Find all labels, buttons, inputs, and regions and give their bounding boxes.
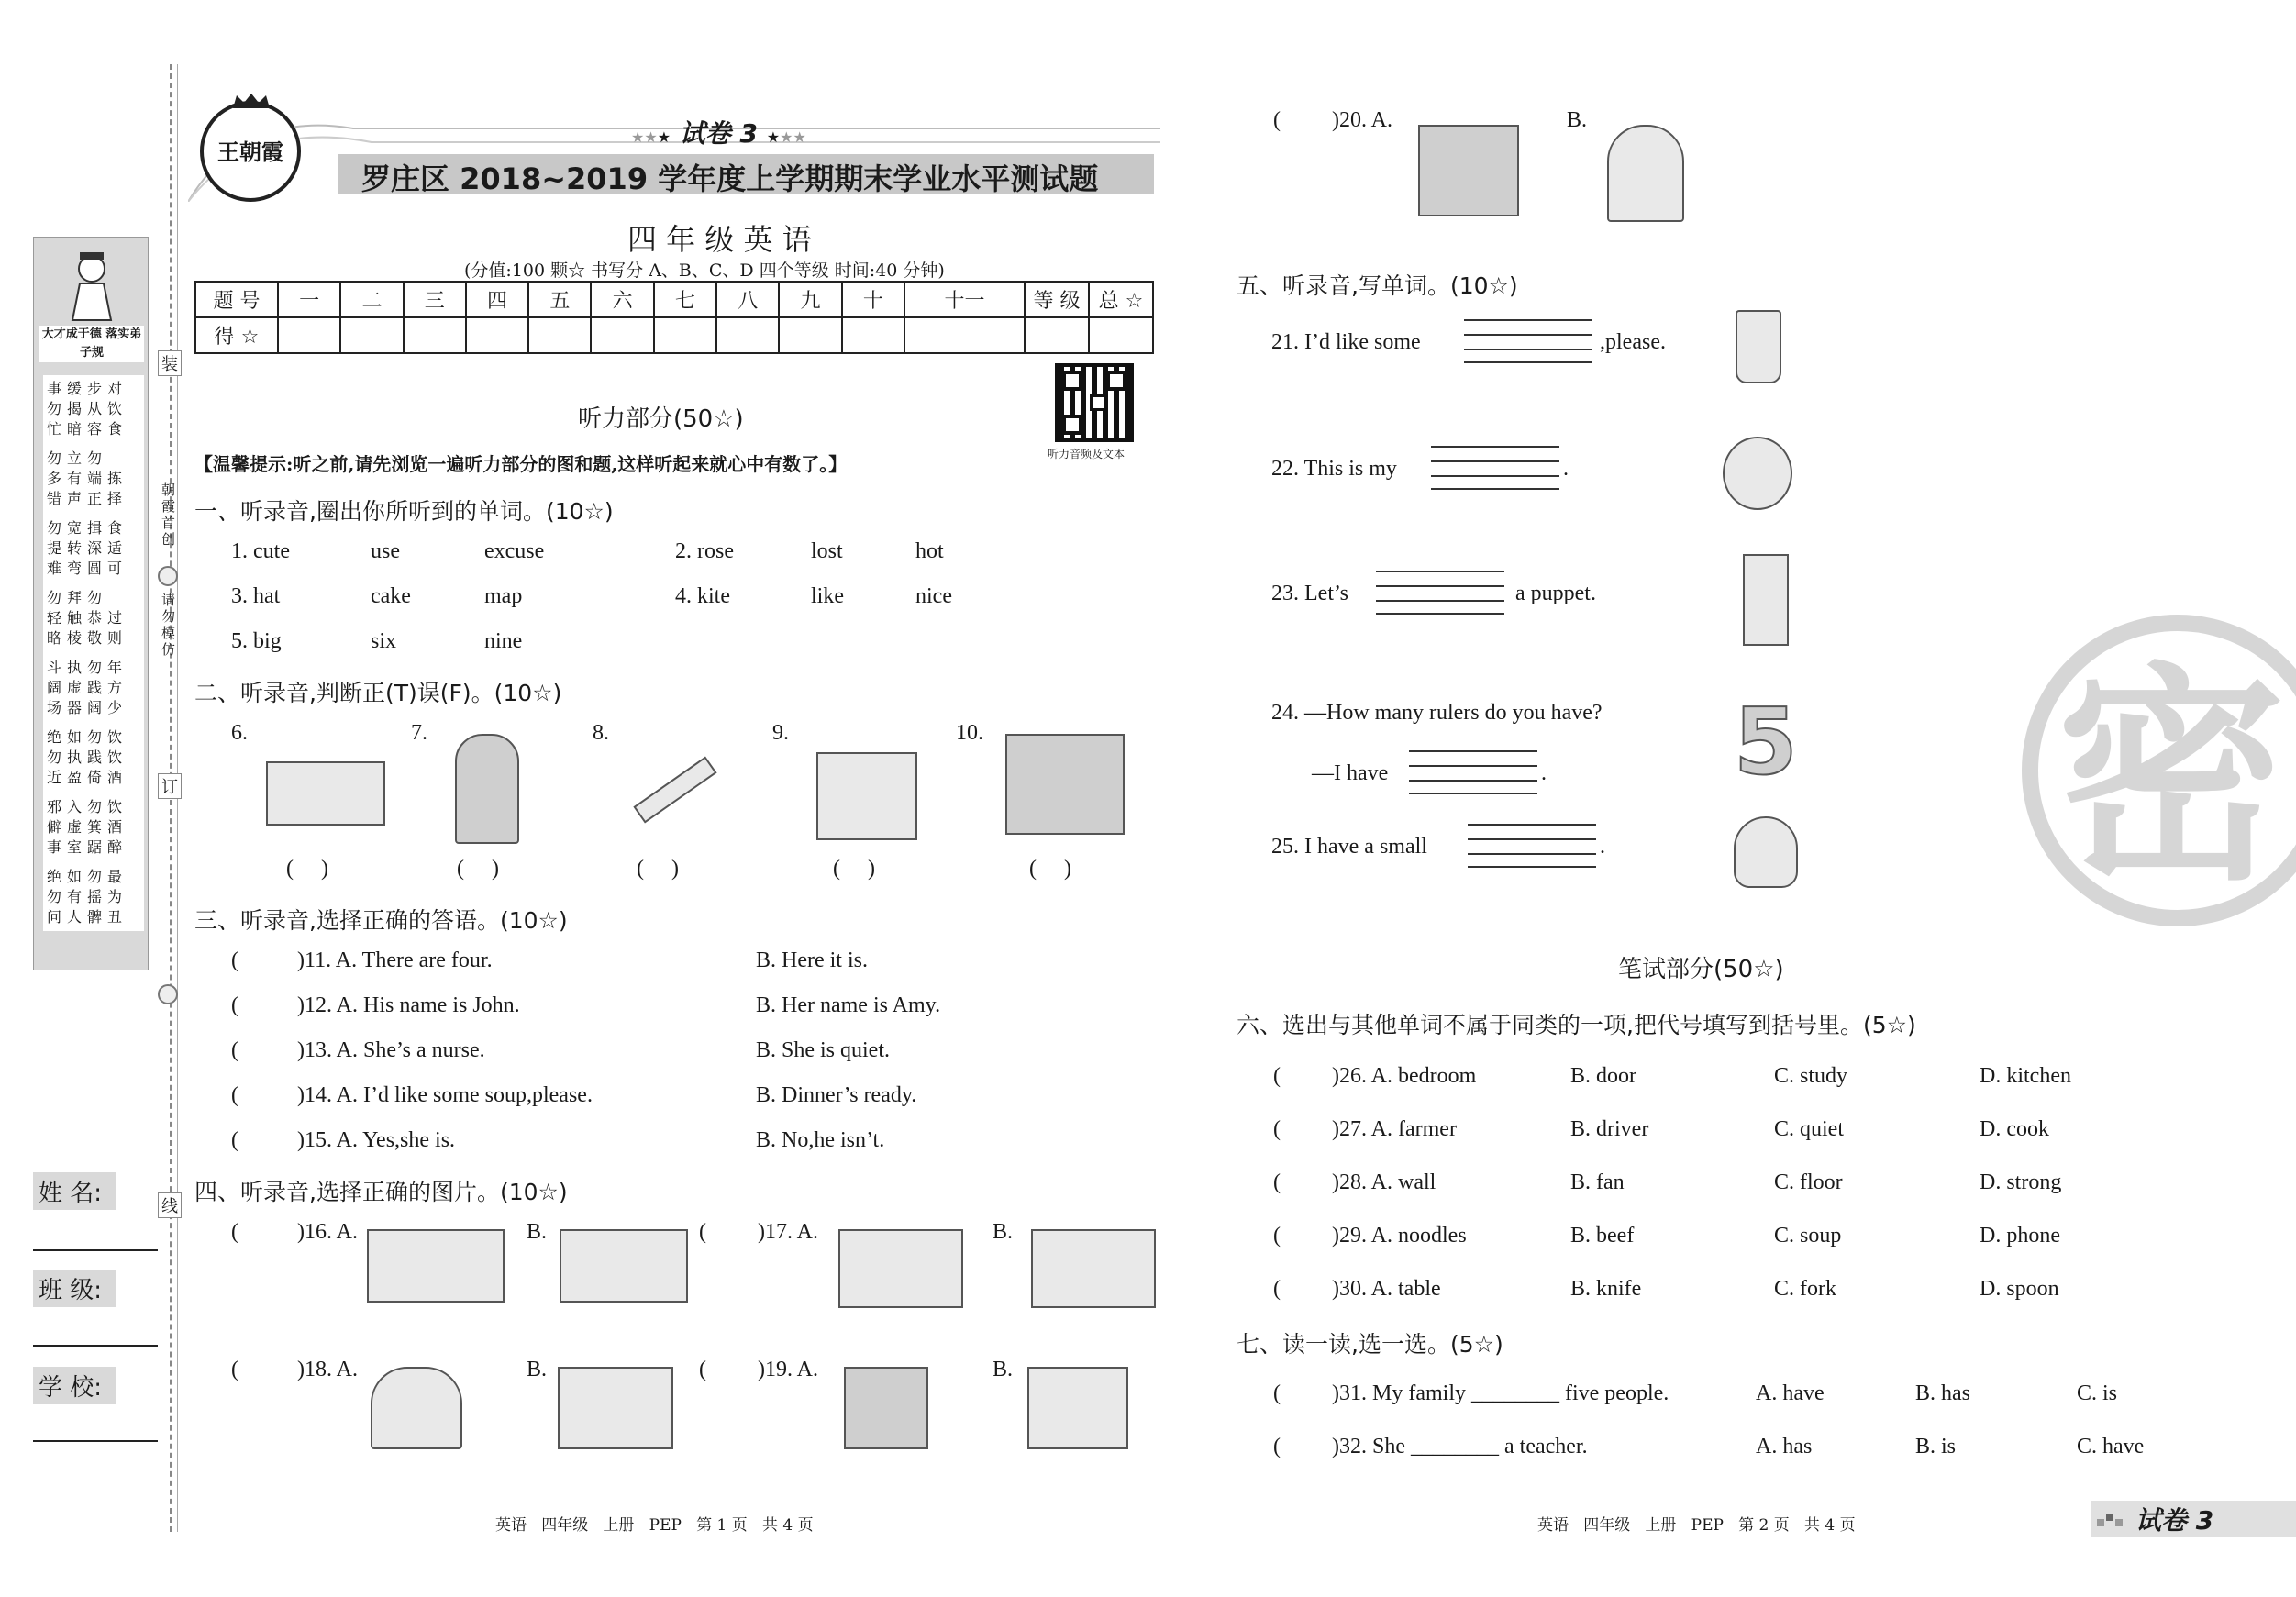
answer-lines-23[interactable] <box>1376 571 1504 615</box>
score-input-cell[interactable] <box>340 317 403 353</box>
score-cell: 一 <box>278 282 340 317</box>
poem-line: 轻触恭过 <box>47 609 128 627</box>
question-21-end: ,please. <box>1600 330 1666 354</box>
section-7-title: 七、读一读,选一选。(5☆) <box>1237 1331 1503 1358</box>
score-cell: 十 <box>842 282 904 317</box>
option-b: B. fan <box>1570 1170 1625 1194</box>
option-c: C. have <box>2077 1435 2145 1458</box>
footer-right: 英语 四年级 上册 PEP 第 2 页 共 4 页 <box>1537 1516 1856 1535</box>
option-a: )27. A. farmer <box>1332 1117 1457 1141</box>
score-cell: 七 <box>654 282 716 317</box>
poem-line: 邪入勿饮 <box>47 798 128 815</box>
word-option[interactable]: hot <box>915 539 944 563</box>
option-b: B. Her name is Amy. <box>756 993 941 1017</box>
option-a: A. have <box>1756 1381 1825 1405</box>
logo-text: 王朝霞 <box>217 139 283 165</box>
sidebar-panel <box>33 237 149 970</box>
margin-mark-ding: 订 <box>158 773 182 799</box>
margin-hole-icon <box>158 566 178 586</box>
qr-caption: 听力音频及文本 <box>1048 448 1126 460</box>
answer-paren[interactable]: ( <box>699 1220 706 1244</box>
answer-paren[interactable]: ( <box>231 993 238 1017</box>
answer-paren[interactable]: ( ) <box>286 857 328 881</box>
word-option[interactable]: cake <box>371 584 411 608</box>
option-b-label: B. <box>527 1220 548 1244</box>
score-cell: 三 <box>404 282 466 317</box>
option-a: )11. A. There are four. <box>297 948 493 972</box>
word-option[interactable]: nine <box>484 629 523 653</box>
pikachu-picture <box>1723 437 1792 510</box>
word-option[interactable]: nice <box>915 584 952 608</box>
answer-paren[interactable]: ( <box>1273 1064 1281 1088</box>
section-5-title: 五、听录音,写单词。(10☆) <box>1237 272 1518 299</box>
word-option[interactable]: six <box>371 629 397 653</box>
margin-mark-zhuang: 装 <box>158 350 182 376</box>
number-five-picture: 5 <box>1734 688 1798 795</box>
margin-mark-original: 朝霞首创 <box>161 482 176 548</box>
option-a: )13. A. She’s a nurse. <box>297 1038 485 1062</box>
poem-line: 事室踞醉 <box>47 838 128 856</box>
option-a: )30. A. table <box>1332 1277 1441 1301</box>
word-option[interactable]: 3. hat <box>231 584 281 608</box>
star-icon: ★ <box>766 128 781 146</box>
question-16: )16. A. <box>297 1220 358 1244</box>
score-cell: 等 级 <box>1025 282 1089 317</box>
boy-board-picture-a[interactable] <box>844 1367 928 1449</box>
option-b-label: B. <box>993 1220 1014 1244</box>
word-option[interactable]: excuse <box>484 539 545 563</box>
question-22-end: . <box>1563 457 1569 481</box>
option-c: C. fork <box>1774 1277 1836 1301</box>
poem-line: 多有端拣 <box>47 470 128 487</box>
footer-tag: 试卷 3 <box>2135 1505 2214 1536</box>
answer-lines-22[interactable] <box>1431 446 1559 490</box>
answer-paren[interactable]: ( <box>231 1038 238 1062</box>
classroom-picture-a[interactable] <box>838 1229 963 1308</box>
question-32: )32. She ________ a teacher. <box>1332 1435 1588 1458</box>
poem-line: 勿揭从饮 <box>47 400 128 417</box>
score-input-cell[interactable] <box>716 317 779 353</box>
answer-paren[interactable]: ( ) <box>457 857 499 881</box>
option-a: )14. A. I’d like some soup,please. <box>297 1083 593 1107</box>
exam-info: (分值:100 颗☆ 书写分 A、B、C、D 四个等级 时间:40 分钟) <box>464 261 945 281</box>
option-b: B. Here it is. <box>756 948 868 972</box>
option-d: D. kitchen <box>1980 1064 2071 1088</box>
option-b: B. No,he isn’t. <box>756 1128 885 1152</box>
class-label: 班 级: <box>33 1270 116 1307</box>
paintbrush-picture <box>633 756 716 823</box>
option-c: C. is <box>2077 1381 2118 1405</box>
answer-lines-25[interactable] <box>1468 824 1596 868</box>
option-d: D. strong <box>1980 1170 2062 1194</box>
score-input-cell[interactable] <box>466 317 528 353</box>
section-4-title: 四、听录音,选择正确的图片。(10☆) <box>194 1179 568 1205</box>
answer-paren[interactable]: ( <box>1273 1224 1281 1248</box>
score-cell: 六 <box>591 282 653 317</box>
school-field[interactable] <box>33 1440 158 1442</box>
classroom-picture-b[interactable] <box>1031 1229 1156 1308</box>
question-22-text: 22. This is my <box>1271 457 1397 481</box>
question-21-text: 21. I’d like some <box>1271 330 1421 354</box>
doctor-picture-b[interactable] <box>1607 125 1684 222</box>
subject-title: 四 年 级 英 语 <box>627 222 812 257</box>
score-input-cell[interactable] <box>591 317 653 353</box>
score-cell: 二 <box>340 282 403 317</box>
poem-line: 场器阔少 <box>47 699 128 716</box>
poem-line: 提转深适 <box>47 539 128 557</box>
option-a: )29. A. noodles <box>1332 1224 1467 1248</box>
poem-line: 绝如勿饮 <box>47 728 128 746</box>
score-input-cell[interactable] <box>278 317 340 353</box>
footer-pattern-icon <box>2097 1510 2130 1528</box>
answer-paren[interactable]: ( <box>231 1220 238 1244</box>
poem-line: 勿宽揖食 <box>47 519 128 537</box>
question-25-end: . <box>1600 835 1605 859</box>
sidebar-motto: 大才成于德 落实弟子规 <box>39 326 144 362</box>
table-picture <box>816 752 917 840</box>
answer-lines-21[interactable] <box>1464 319 1592 363</box>
answer-paren[interactable]: ( <box>1273 1170 1281 1194</box>
poem-line: 斗执勿年 <box>47 659 128 676</box>
word-option[interactable]: 5. big <box>231 629 282 653</box>
boy-reading-picture-a[interactable] <box>371 1367 462 1449</box>
poem-line: 问人髀丑 <box>47 908 128 926</box>
score-input-cell[interactable] <box>528 317 591 353</box>
footer-left: 英语 四年级 上册 PEP 第 1 页 共 4 页 <box>495 1516 814 1535</box>
boy-glasses-picture <box>455 734 519 844</box>
question-24-text: 24. —How many rulers do you have? <box>1271 701 1603 725</box>
score-input-cell[interactable] <box>904 317 1025 353</box>
question-number: 9. <box>772 721 789 745</box>
option-b: B. has <box>1915 1381 1970 1405</box>
word-option[interactable]: lost <box>811 539 843 563</box>
score-input-cell[interactable] <box>404 317 466 353</box>
score-input-cell[interactable] <box>842 317 904 353</box>
answer-paren[interactable]: ( <box>1273 108 1281 132</box>
score-row-label: 得 ☆ <box>195 317 278 353</box>
option-b: B. She is quiet. <box>756 1038 891 1062</box>
poem-line: 近盈倚酒 <box>47 769 128 786</box>
word-option[interactable]: map <box>484 584 523 608</box>
star-icon: ★ <box>657 128 671 146</box>
question-24-end: . <box>1541 761 1547 785</box>
boy-window-picture-b[interactable] <box>558 1367 673 1449</box>
question-25-text: 25. I have a small <box>1271 835 1427 859</box>
score-table-score-row <box>195 317 1153 353</box>
question-18: )18. A. <box>297 1358 358 1381</box>
poem-line: 略棱敬则 <box>47 629 128 647</box>
answer-paren[interactable]: ( <box>1273 1277 1281 1301</box>
option-b: B. driver <box>1570 1117 1649 1141</box>
question-19: )19. A. <box>758 1358 818 1381</box>
sidebar-poem <box>43 375 144 931</box>
star-icon: ★★ <box>631 128 658 146</box>
question-24-answer: —I have <box>1312 761 1389 785</box>
score-cell: 四 <box>466 282 528 317</box>
question-number: 6. <box>231 721 248 745</box>
option-d: D. phone <box>1980 1224 2060 1248</box>
section-6-title: 六、选出与其他单词不属于同类的一项,把代号填写到括号里。(5☆) <box>1237 1012 1916 1038</box>
brand-logo <box>200 101 301 202</box>
question-number: 7. <box>411 721 427 745</box>
section-1-title: 一、听录音,圈出你所听到的单词。(10☆) <box>194 498 614 525</box>
qr-code-icon[interactable] <box>1055 363 1134 442</box>
score-input-cell[interactable] <box>779 317 841 353</box>
poem-line: 阔虚践方 <box>47 679 128 696</box>
word-option[interactable]: use <box>371 539 400 563</box>
boy-at-box-picture <box>266 761 385 826</box>
margin-hole-icon <box>158 984 178 1004</box>
option-d: D. spoon <box>1980 1277 2059 1301</box>
poem-line: 错声正择 <box>47 490 128 507</box>
score-table-header-row <box>195 282 1153 317</box>
option-b: B. Dinner’s ready. <box>756 1083 917 1107</box>
answer-paren[interactable]: ( <box>231 1083 238 1107</box>
question-number: 8. <box>593 721 609 745</box>
score-cell: 八 <box>716 282 779 317</box>
exam-tag <box>631 114 806 150</box>
poem-line: 勿拜勿 <box>47 589 108 606</box>
poem-line: 勿立勿 <box>47 449 108 467</box>
answer-paren[interactable]: ( ) <box>637 857 679 881</box>
crown-icon <box>231 92 272 110</box>
confidential-watermark <box>2022 615 2296 926</box>
driver-picture-a[interactable] <box>1418 125 1519 216</box>
option-b-label: B. <box>1567 108 1588 132</box>
answer-paren[interactable]: ( <box>1273 1117 1281 1141</box>
score-cell: 题 号 <box>195 282 278 317</box>
margin-mark-xian: 线 <box>158 1192 182 1218</box>
exam-tag-label: 试卷 3 <box>679 118 759 149</box>
option-b: B. door <box>1570 1064 1636 1088</box>
word-option[interactable]: like <box>811 584 844 608</box>
school-label: 学 校: <box>33 1367 116 1404</box>
books-pencils-picture-b[interactable] <box>560 1229 688 1303</box>
watermark-char: 密 <box>2057 644 2286 911</box>
word-option[interactable]: 2. rose <box>675 539 734 563</box>
listening-title: 听力部分(50☆) <box>578 405 744 433</box>
option-b: B. knife <box>1570 1277 1642 1301</box>
puppet-picture <box>1743 554 1789 646</box>
poem-line: 难弯圆可 <box>47 560 128 577</box>
option-a: )12. A. His name is John. <box>297 993 520 1017</box>
answer-paren[interactable]: ( <box>1273 1381 1281 1405</box>
poem-line: 勿有摇为 <box>47 888 128 905</box>
word-option[interactable]: 4. kite <box>675 584 730 608</box>
question-23-end: a puppet. <box>1515 582 1596 605</box>
score-cell: 九 <box>779 282 841 317</box>
answer-paren[interactable]: ( ) <box>1029 857 1071 881</box>
score-cell: 总 ☆ <box>1089 282 1153 317</box>
score-input-cell[interactable] <box>1089 317 1153 353</box>
option-a: A. has <box>1756 1435 1813 1458</box>
poem-line: 僻虚箕酒 <box>47 818 128 836</box>
answer-paren[interactable]: ( <box>231 1128 238 1152</box>
answer-paren[interactable]: ( <box>231 1358 238 1381</box>
books-pencils-picture-a[interactable] <box>367 1229 505 1303</box>
score-input-cell[interactable] <box>654 317 716 353</box>
margin-mark-noimitate: 请勿模仿 <box>161 592 176 658</box>
answer-paren[interactable]: ( <box>1273 1435 1281 1458</box>
option-b-label: B. <box>527 1358 548 1381</box>
score-cell: 十一 <box>904 282 1025 317</box>
girl-football-picture <box>1005 734 1125 835</box>
option-c: C. study <box>1774 1064 1848 1088</box>
option-a: )15. A. Yes,she is. <box>297 1128 456 1152</box>
option-d: D. cook <box>1980 1117 2049 1141</box>
question-20: )20. A. <box>1332 108 1392 132</box>
option-c: C. soup <box>1774 1224 1842 1248</box>
question-31: )31. My family ________ five people. <box>1332 1381 1669 1405</box>
option-c: C. floor <box>1774 1170 1843 1194</box>
option-b: B. beef <box>1570 1224 1635 1248</box>
name-field[interactable] <box>33 1249 158 1251</box>
section-2-title: 二、听录音,判断正(T)误(F)。(10☆) <box>194 680 562 706</box>
exam-title: 罗庄区 2018~2019 学年度上学期期末学业水平测试题 <box>361 161 1099 196</box>
star-icon: ★★ <box>780 128 806 146</box>
name-label: 姓 名: <box>33 1172 116 1210</box>
poem-line: 勿执践饮 <box>47 749 128 766</box>
option-a: )28. A. wall <box>1332 1170 1436 1194</box>
writing-title: 笔试部分(50☆) <box>1618 956 1784 983</box>
poem-line: 事缓步对 <box>47 380 128 397</box>
section-3-title: 三、听录音,选择正确的答语。(10☆) <box>194 907 568 934</box>
question-23-text: 23. Let’s <box>1271 582 1348 605</box>
score-table <box>194 281 1154 354</box>
option-c: C. quiet <box>1774 1117 1844 1141</box>
score-input-cell[interactable] <box>1025 317 1089 353</box>
answer-lines-24[interactable] <box>1409 750 1537 794</box>
option-b-label: B. <box>993 1358 1014 1381</box>
poem-line: 忙暗容食 <box>47 420 128 438</box>
boy-light-picture-b[interactable] <box>1027 1367 1128 1449</box>
answer-paren[interactable]: ( <box>231 948 238 972</box>
sage-figure-icon <box>61 249 122 322</box>
duckling-picture <box>1734 816 1798 888</box>
class-field[interactable] <box>33 1345 158 1347</box>
poem-line: 绝如勿最 <box>47 868 128 885</box>
question-number: 10. <box>956 721 983 745</box>
option-b: B. is <box>1915 1435 1957 1458</box>
answer-paren[interactable]: ( ) <box>833 857 875 881</box>
listening-tip: 【温馨提示:听之前,请先浏览一遍听力部分的图和题,这样听起来就心中有数了。】 <box>194 453 848 475</box>
score-cell: 五 <box>528 282 591 317</box>
question-17: )17. A. <box>758 1220 818 1244</box>
answer-paren[interactable]: ( <box>699 1358 706 1381</box>
word-option[interactable]: 1. cute <box>231 539 290 563</box>
cola-cup-picture <box>1736 310 1781 383</box>
option-a: )26. A. bedroom <box>1332 1064 1477 1088</box>
